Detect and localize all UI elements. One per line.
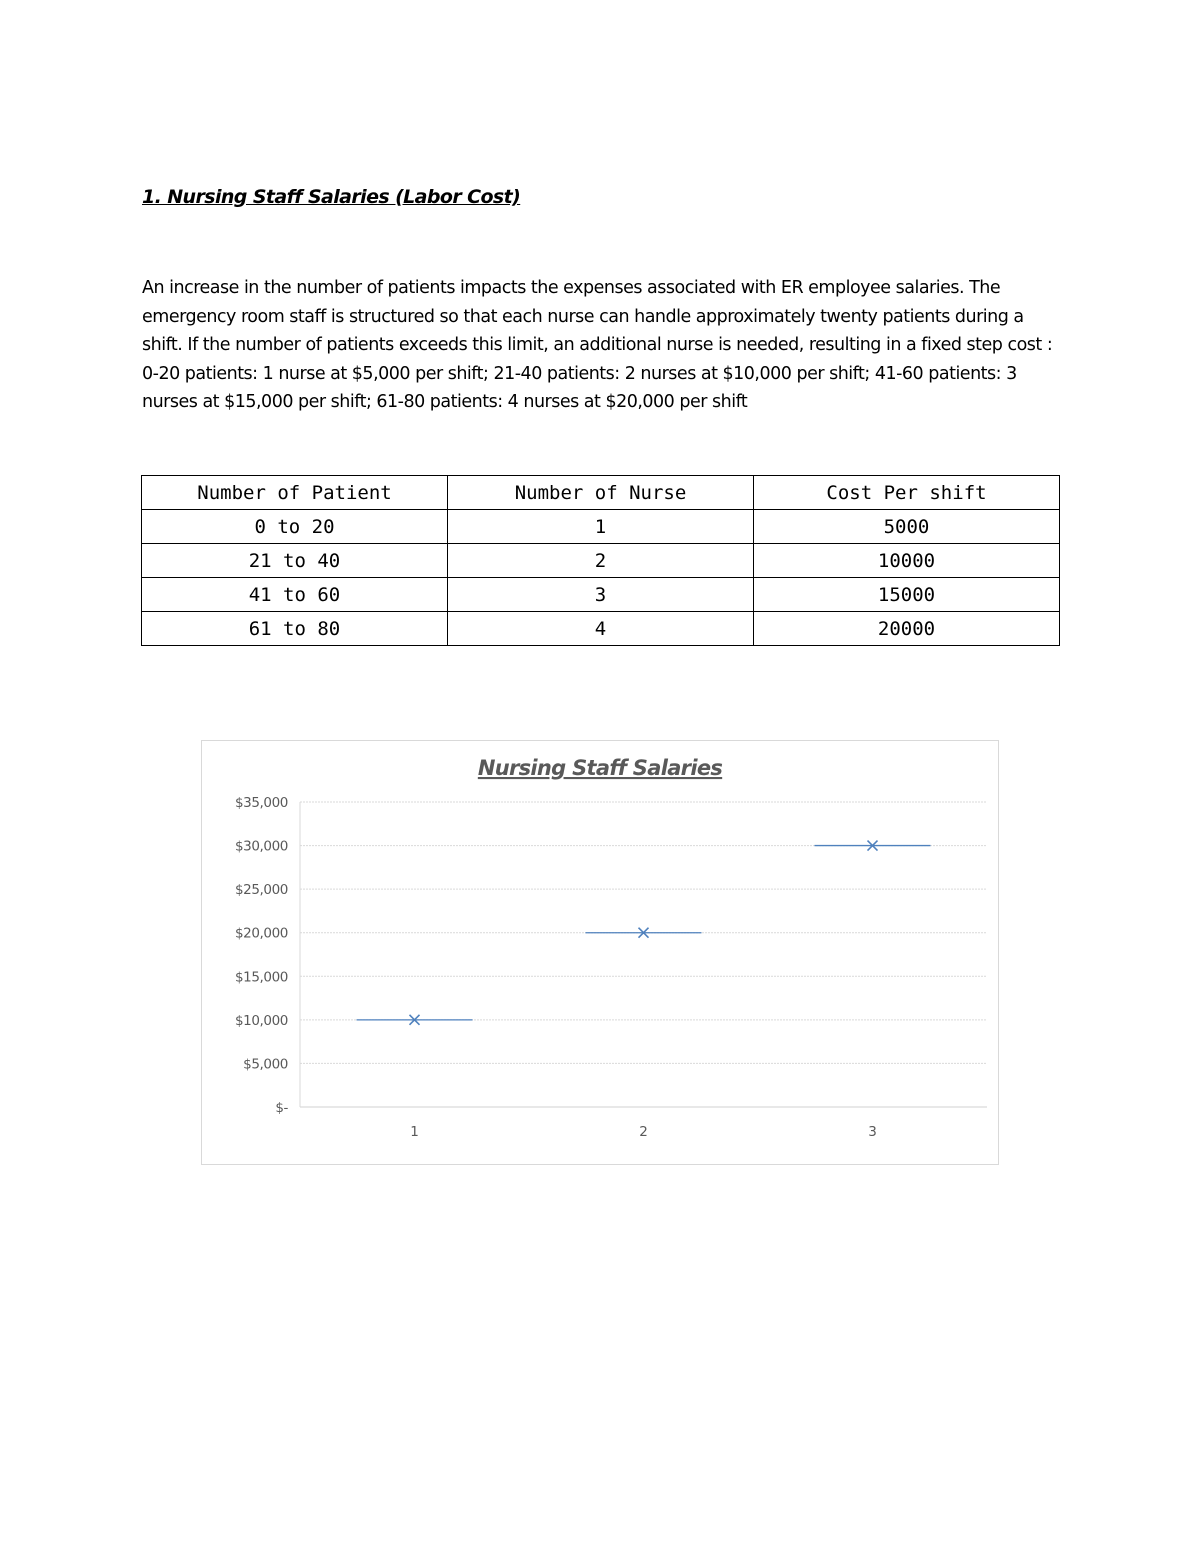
table-cell: 10000 xyxy=(754,544,1060,578)
table-cell: 61 to 80 xyxy=(142,612,448,646)
table-cell: 4 xyxy=(448,612,754,646)
table-cell: 1 xyxy=(448,510,754,544)
table-header-row xyxy=(142,476,1060,510)
x-tick-label: 1 xyxy=(410,1124,419,1140)
table-row xyxy=(142,510,1060,544)
table-cell: 3 xyxy=(448,578,754,612)
table-cell: 21 to 40 xyxy=(142,544,448,578)
table-header-cell: Number of Patient xyxy=(142,476,448,510)
table-row xyxy=(142,578,1060,612)
x-tick-label: 2 xyxy=(639,1124,648,1140)
y-tick-label: $30,000 xyxy=(234,838,288,855)
table-cell: 15000 xyxy=(754,578,1060,612)
chart-title: Nursing Staff Salaries xyxy=(477,756,723,780)
nurse-cost-table xyxy=(141,475,1060,646)
y-tick-label: $25,000 xyxy=(234,882,288,899)
body-paragraph: An increase in the number of patients impacts the expenses associated with ER employee salaries. The emergency room staff is structured so that each nurse can handle approximately twenty patients during a shift. If the number of patients exceeds this limit, an additional nurse is needed, resulting in a fixed step cost : 0-20 patients: 1 nurse at $5,000 per shift; 21-40 patients: 2 nurses at $10,000 per shift; 41-60 patients: 3 nurses at $15,000 per shift; 61-80 patients: 4 nurses at $20,000 per shift xyxy=(142,278,1053,412)
table-row xyxy=(142,544,1060,578)
y-tick-label: $35,000 xyxy=(234,795,288,811)
salary-chart xyxy=(201,740,999,1165)
x-tick-label: 3 xyxy=(868,1124,877,1140)
table-row xyxy=(142,612,1060,646)
y-tick-label: $- xyxy=(275,1100,288,1116)
table-cell: 0 to 20 xyxy=(142,510,448,544)
table-header-cell: Number of Nurse xyxy=(448,476,754,510)
y-tick-label: $5,000 xyxy=(243,1056,288,1073)
table-header-cell: Cost Per shift xyxy=(754,476,1060,510)
table-cell: 5000 xyxy=(754,510,1060,544)
table-cell: 20000 xyxy=(754,612,1060,646)
y-tick-label: $15,000 xyxy=(234,969,288,986)
table-cell: 41 to 60 xyxy=(142,578,448,612)
table-cell: 2 xyxy=(448,544,754,578)
y-tick-label: $10,000 xyxy=(234,1012,288,1029)
y-tick-label: $20,000 xyxy=(234,925,288,942)
section-heading: 1. Nursing Staff Salaries (Labor Cost) xyxy=(142,186,521,208)
